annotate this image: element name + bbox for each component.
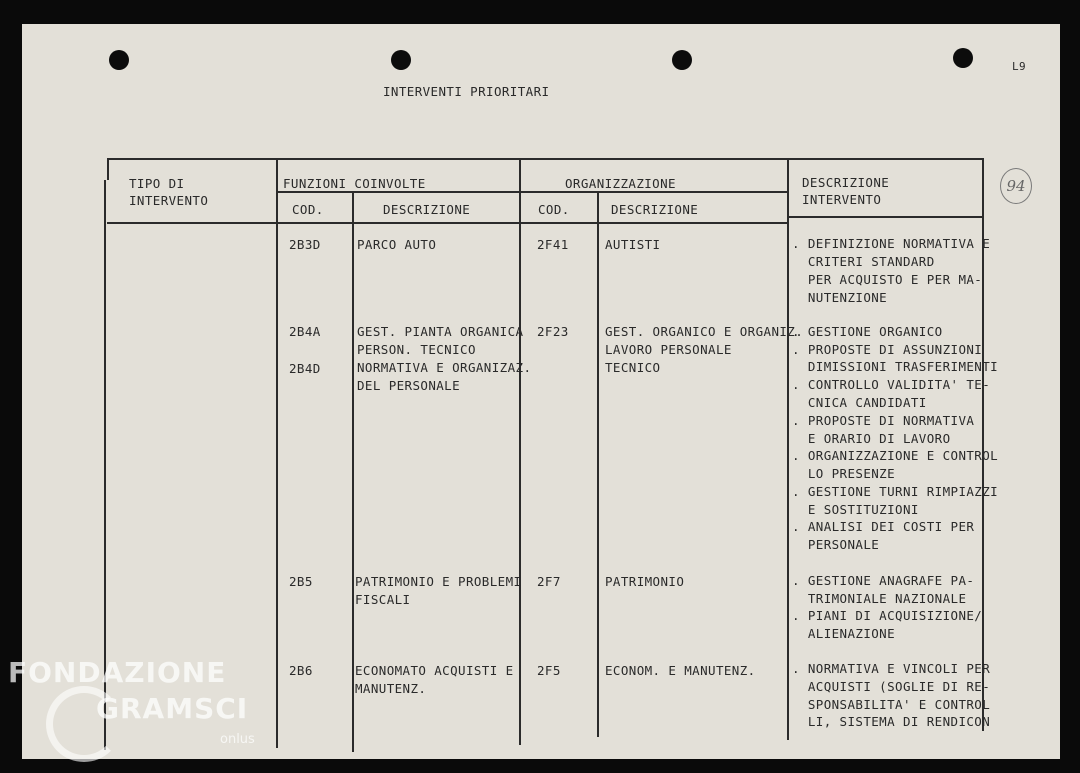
header-descr-intervento-line1: DESCRIZIONE [802, 175, 890, 190]
row2-intervento: LO PRESENZE [792, 466, 896, 481]
header-tipo-line1: TIPO DI [129, 176, 185, 191]
row2-f-desc: DEL PERSONALE [357, 378, 461, 393]
row4-intervento: ACQUISTI (SOGLIE DI RE- [792, 679, 991, 694]
row3-intervento: . GESTIONE ANAGRAFE PA- [792, 573, 975, 588]
punch-hole [109, 50, 129, 70]
row3-f-desc: FISCALI [355, 592, 411, 607]
row4-intervento: . NORMATIVA E VINCOLI PER [792, 661, 991, 676]
row1-o-desc: AUTISTI [605, 237, 661, 252]
row4-intervento: SPONSABILITA' E CONTROL [792, 697, 991, 712]
row2-intervento: . GESTIONE TURNI RIMPIAZZI [792, 484, 999, 499]
row2-intervento: . CONTROLLO VALIDITA' TE- [792, 377, 991, 392]
row1-o-cod: 2F41 [537, 237, 569, 252]
row3-intervento: . PIANI DI ACQUISIZIONE/ [792, 608, 983, 623]
punch-hole [391, 50, 411, 70]
header-bottom-rule [788, 216, 983, 218]
header-f-descrizione: DESCRIZIONE [383, 202, 471, 217]
row2-f-cod: 2B4D [289, 361, 321, 376]
col-rule [597, 192, 599, 737]
row3-f-desc: PATRIMONIO E PROBLEMI [355, 574, 522, 589]
row2-intervento: . PROPOSTE DI NORMATIVA [792, 413, 975, 428]
col-rule [276, 158, 278, 748]
row4-o-desc: ECONOM. E MANUTENZ. [605, 663, 756, 678]
row4-f-cod: 2B6 [289, 663, 313, 678]
row2-intervento: E ORARIO DI LAVORO [792, 431, 951, 446]
punch-hole [672, 50, 692, 70]
row4-intervento: LI, SISTEMA DI RENDICON [792, 714, 991, 729]
row3-o-desc: PATRIMONIO [605, 574, 685, 589]
row2-intervento: . GESTIONE ORGANICO [792, 324, 943, 339]
row2-intervento: E SOSTITUZIONI [792, 502, 919, 517]
row2-intervento: PERSONALE [792, 537, 880, 552]
row2-intervento: DIMISSIONI TRASFERIMENTI [792, 359, 999, 374]
row1-intervento: NUTENZIONE [792, 290, 888, 305]
row2-intervento: . PROPOSTE DI ASSUNZIONI [792, 342, 983, 357]
row2-f-desc: NORMATIVA E ORGANIZAZ. [357, 360, 532, 375]
page-ref: L9 [1012, 60, 1027, 73]
header-f-cod: COD. [292, 202, 324, 217]
header-descr-intervento-line2: INTERVENTO [802, 192, 882, 207]
row3-intervento: ALIENAZIONE [792, 626, 896, 641]
col-rule [519, 158, 521, 745]
row2-o-desc: GEST. ORGANICO E ORGANIZ. [605, 324, 804, 339]
header-bottom-rule [107, 222, 788, 224]
row4-f-desc: ECONOMATO ACQUISTI E [355, 663, 514, 678]
row2-f-desc: GEST. PIANTA ORGANICA [357, 324, 524, 339]
header-o-descrizione: DESCRIZIONE [611, 202, 699, 217]
row2-intervento: . ORGANIZZAZIONE E CONTROL [792, 448, 999, 463]
header-organizzazione: ORGANIZZAZIONE [565, 176, 676, 191]
handwritten-page-number: 94 [1000, 168, 1032, 204]
row2-o-cod: 2F23 [537, 324, 569, 339]
page-title: INTERVENTI PRIORITARI [383, 84, 550, 99]
row1-intervento: CRITERI STANDARD [792, 254, 935, 269]
watermark-line1: FONDAZIONE [8, 656, 227, 689]
row1-f-cod: 2B3D [289, 237, 321, 252]
header-tipo-line2: INTERVENTO [129, 193, 209, 208]
row3-f-cod: 2B5 [289, 574, 313, 589]
row2-o-desc: TECNICO [605, 360, 661, 375]
col-rule [352, 192, 354, 752]
row1-intervento: . DEFINIZIONE NORMATIVA E [792, 236, 991, 251]
row2-intervento: . ANALISI DEI COSTI PER [792, 519, 975, 534]
table-top-border [107, 158, 983, 160]
row3-intervento: TRIMONIALE NAZIONALE [792, 591, 967, 606]
row4-f-desc: MANUTENZ. [355, 681, 427, 696]
row1-intervento: PER ACQUISTO E PER MA- [792, 272, 983, 287]
row2-f-desc: PERSON. TECNICO [357, 342, 476, 357]
watermark-line2: GRAMSCI [96, 692, 249, 725]
row3-o-cod: 2F7 [537, 574, 561, 589]
row2-f-cod: 2B4A [289, 324, 321, 339]
row2-o-desc: LAVORO PERSONALE [605, 342, 732, 357]
row1-f-desc: PARCO AUTO [357, 237, 437, 252]
punch-hole [953, 48, 973, 68]
row4-o-cod: 2F5 [537, 663, 561, 678]
watermark-line3: onlus [220, 732, 255, 747]
row2-intervento: CNICA CANDIDATI [792, 395, 927, 410]
header-o-cod: COD. [538, 202, 570, 217]
col-rule [107, 158, 109, 180]
col-rule [787, 158, 789, 740]
header-funzioni: FUNZIONI COINVOLTE [283, 176, 426, 191]
